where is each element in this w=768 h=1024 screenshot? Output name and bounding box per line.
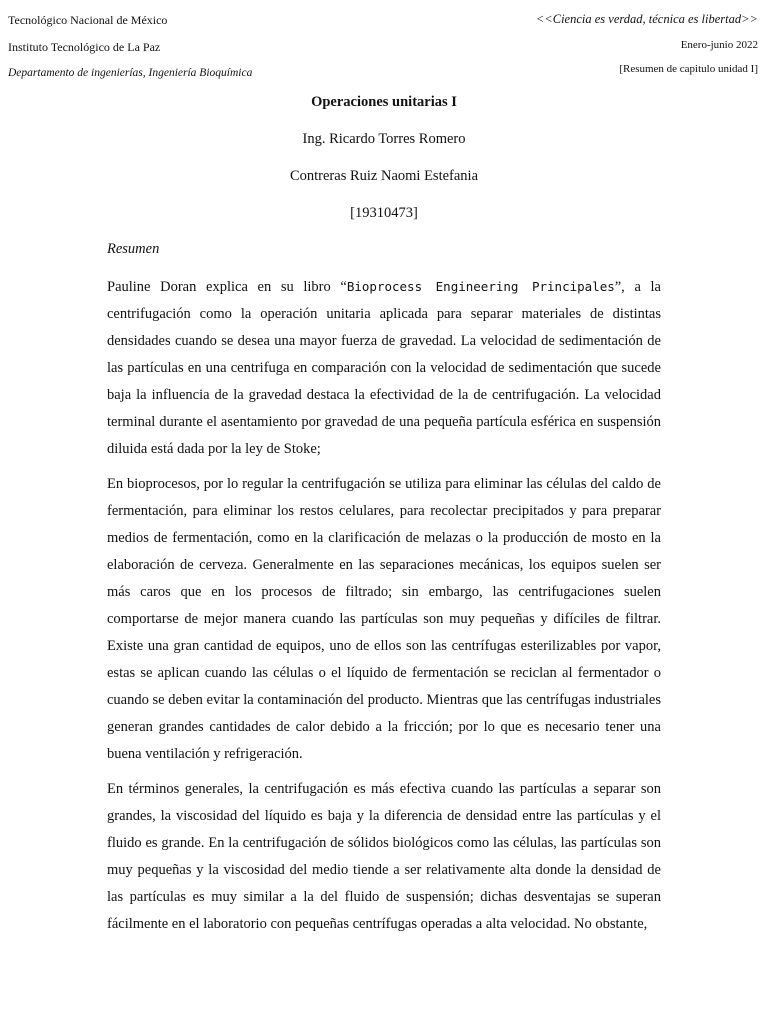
book-title: Bioprocess Engineering Principales: [346, 279, 615, 294]
paragraph-1: [107, 273, 661, 463]
section-heading: Resumen: [107, 241, 160, 257]
header-left-3: Departamento de ingenierías, Ingeniería Bioquímica: [8, 67, 253, 79]
header-period: Enero-junio 2022: [680, 39, 758, 51]
paragraph-2: En bioprocesos, por lo regular la centrifugación se utiliza para eliminar las células del caldo de fermentación, para eliminar los restos celulares, para recolectar precipitados y para preparar medios de fermentación, como en la clarificación de melazas o la producción de mosto en la elaboración de cerveza. Generalmente en las separaciones mecánicas, los equipos suelen ser más caros que en los procesos de filtrado; sin embargo, las centrifugaciones suelen comportarse de mejor manera cuando las partículas son muy pequeñas y difíciles de filtrar. Existe una gran cantidad de equipos, uno de ellos son las centrífugas esterilizables por vapor, estas se aplican cuando las células o el líquido de fermentación se reciclan al fermentador o cuando se deben evitar la contaminación del producto. Mientras que las centrífugas industriales generan grandes cantidades de calor debido a la fricción; por lo que es necesario tener una buena ventilación y refrigeración.: [107, 476, 661, 762]
document-title: Operaciones unitarias I: [311, 94, 457, 110]
paragraph-1-pre: Pauline Doran explica en su libro “: [107, 279, 347, 295]
student-id: [19310473]: [350, 205, 418, 221]
student-name: Contreras Ruiz Naomi Estefania: [289, 168, 479, 184]
header-motto: <<Ciencia es verdad, técnica es libertad>>: [535, 12, 758, 26]
header-left-2: Instituto Tecnológico de La Paz: [8, 40, 161, 54]
paragraph-1-post: ”, a la centrifugación como la operación unitaria aplicada para separar materiales de distintas densidades cuando se desea una mayor fuerza de gravedad. La velocidad de sedimentación de las partículas en una centrifuga en comparación con la velocidad de sedimentación que sucede baja la influencia de la gravedad destaca la efectividad de la de centrifugación. La velocidad terminal durante el asentamiento por gravedad de una pequeña partícula esférica en suspensión diluida está dada por la ley de Stoke;: [107, 279, 661, 457]
header-doc-type: [Resumen de capitulo unidad I]: [619, 63, 758, 75]
paragraph-3: En términos generales, la centrifugación es más efectiva cuando las partículas a separar son grandes, la viscosidad del líquido es baja y la diferencia de densidad entre las partículas y el fluido es grande. En la centrifugación de sólidos biológicos como las células, las partículas son muy pequeñas y la viscosidad del medio tiende a ser relativamente alta donde la densidad de las partículas es muy similar a la del fluido de suspensión; dichas desventajas se superan fácilmente en el laboratorio con pequeñas centrífugas operadas a alta velocidad. No obstante,: [107, 781, 661, 932]
header-left-1: Tecnológico Nacional de México: [8, 13, 168, 27]
professor-name: Ing. Ricardo Torres Romero: [302, 131, 466, 147]
